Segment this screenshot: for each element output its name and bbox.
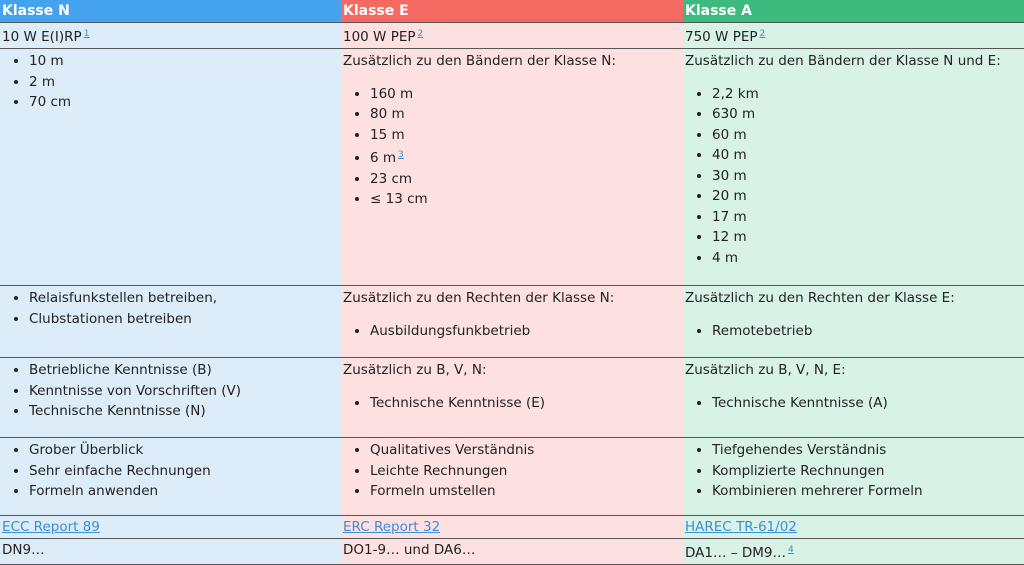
callsign-text: DO1-9… und DA6… [343, 542, 476, 558]
list-item: • 4 m [712, 248, 1024, 269]
power-row [0, 23, 1024, 49]
bands-cell-n [0, 49, 341, 286]
list-item: • Komplizierte Rechnungen [712, 461, 1024, 482]
depth-cell-a [683, 438, 1024, 516]
band-label: 6 m [370, 150, 397, 166]
knowledge-cell-e [341, 358, 683, 438]
cell-intro: Zusätzlich zu B, V, N: [343, 362, 487, 378]
rights-cell-a [683, 286, 1024, 358]
cell-intro: Zusätzlich zu den Bändern der Klasse N: [343, 53, 616, 69]
list-item: • Formeln umstellen [370, 481, 683, 502]
power-cell-e [341, 23, 683, 49]
list-item: • 15 m [370, 125, 683, 146]
header-row [0, 0, 1024, 23]
bands-cell-a [683, 49, 1024, 286]
header-klasse-a: Klasse A [683, 0, 1024, 23]
list-item [370, 145, 683, 169]
list-item: • Leichte Rechnungen [370, 461, 683, 482]
report-cell-a [683, 516, 1024, 539]
list-item: • Clubstationen betreiben [29, 309, 341, 330]
list-item: • Kenntnisse von Vorschriften (V) [29, 381, 341, 402]
power-cell-n [0, 23, 341, 49]
list-item: • 630 m [712, 104, 1024, 125]
list-item: • 60 m [712, 125, 1024, 146]
callsign-text: DA1… – DM9… [685, 545, 786, 561]
report-cell-e [341, 516, 683, 539]
depth-cell-n [0, 438, 341, 516]
list-item: • Kombinieren mehrerer Formeln [712, 481, 1024, 502]
header-klasse-e: Klasse E [341, 0, 683, 23]
cell-intro: Zusätzlich zu den Rechten der Klasse E: [685, 290, 955, 306]
list-item: • 160 m [370, 84, 683, 105]
list-item: • 2 m [29, 72, 341, 93]
list-item: • 20 m [712, 186, 1024, 207]
footnote-link[interactable]: 1 [83, 29, 90, 39]
list-item: • Technische Kenntnisse (E) [370, 393, 683, 414]
footnote-link[interactable]: 2 [417, 29, 424, 39]
list-item: • Technische Kenntnisse (N) [29, 401, 341, 422]
list-item: • ≤ 13 cm [370, 189, 683, 210]
band-list [343, 84, 683, 210]
list-item: • Technische Kenntnisse (A) [712, 393, 1024, 414]
list-item: • Betriebliche Kenntnisse (B) [29, 360, 341, 381]
knowledge-cell-a [683, 358, 1024, 438]
bands-row [0, 49, 1024, 286]
report-cell-n [0, 516, 341, 539]
report-link-erc[interactable]: ERC Report 32 [343, 519, 441, 535]
list-item: • Remotebetrieb [712, 321, 1024, 342]
list-item: • 12 m [712, 227, 1024, 248]
list-item: • 17 m [712, 207, 1024, 228]
header-klasse-n: Klasse N [0, 0, 341, 23]
rights-row [0, 286, 1024, 358]
callsign-text: DN9… [2, 542, 45, 558]
cell-intro: Zusätzlich zu den Rechten der Klasse N: [343, 290, 615, 306]
power-text: 100 W PEP [343, 29, 416, 45]
depth-list [2, 440, 341, 502]
depth-row [0, 438, 1024, 516]
depth-cell-e [341, 438, 683, 516]
knowledge-list [685, 393, 1024, 414]
knowledge-row [0, 358, 1024, 438]
power-text: 10 W E(I)RP [2, 29, 82, 45]
knowledge-list [2, 360, 341, 422]
rights-list [2, 288, 341, 329]
list-item: • 40 m [712, 145, 1024, 166]
depth-list [685, 440, 1024, 502]
report-link-ecc[interactable]: ECC Report 89 [2, 519, 100, 535]
list-item: • Relaisfunkstellen betreiben, [29, 288, 341, 309]
footnote-link[interactable]: 4 [787, 545, 794, 555]
list-item: • 80 m [370, 104, 683, 125]
power-text: 750 W PEP [685, 29, 758, 45]
list-item: • Qualitatives Verständnis [370, 440, 683, 461]
depth-list [343, 440, 683, 502]
rights-list [343, 321, 683, 342]
rights-list [685, 321, 1024, 342]
list-item: • Ausbildungsfunkbetrieb [370, 321, 683, 342]
cell-intro: Zusätzlich zu B, V, N, E: [685, 362, 846, 378]
footnote-link[interactable]: 2 [759, 29, 766, 39]
band-list [2, 51, 341, 113]
list-item: • Formeln anwenden [29, 481, 341, 502]
band-list [685, 84, 1024, 269]
list-item: • 23 cm [370, 169, 683, 190]
list-item: • 70 cm [29, 92, 341, 113]
rights-cell-n [0, 286, 341, 358]
list-item: • 10 m [29, 51, 341, 72]
report-link-harec[interactable]: HAREC TR-61/02 [685, 519, 797, 535]
list-item: • Grober Überblick [29, 440, 341, 461]
footnote-link[interactable]: 3 [398, 150, 404, 160]
cell-intro: Zusätzlich zu den Bändern der Klasse N und E: [685, 53, 1001, 69]
rights-cell-e [341, 286, 683, 358]
list-item: • 2,2 km [712, 84, 1024, 105]
list-item: • Tiefgehendes Verständnis [712, 440, 1024, 461]
power-cell-a [683, 23, 1024, 49]
report-row [0, 516, 1024, 539]
knowledge-list [343, 393, 683, 414]
list-item: • 30 m [712, 166, 1024, 187]
knowledge-cell-n [0, 358, 341, 438]
list-item: • Sehr einfache Rechnungen [29, 461, 341, 482]
bands-cell-e [341, 49, 683, 286]
